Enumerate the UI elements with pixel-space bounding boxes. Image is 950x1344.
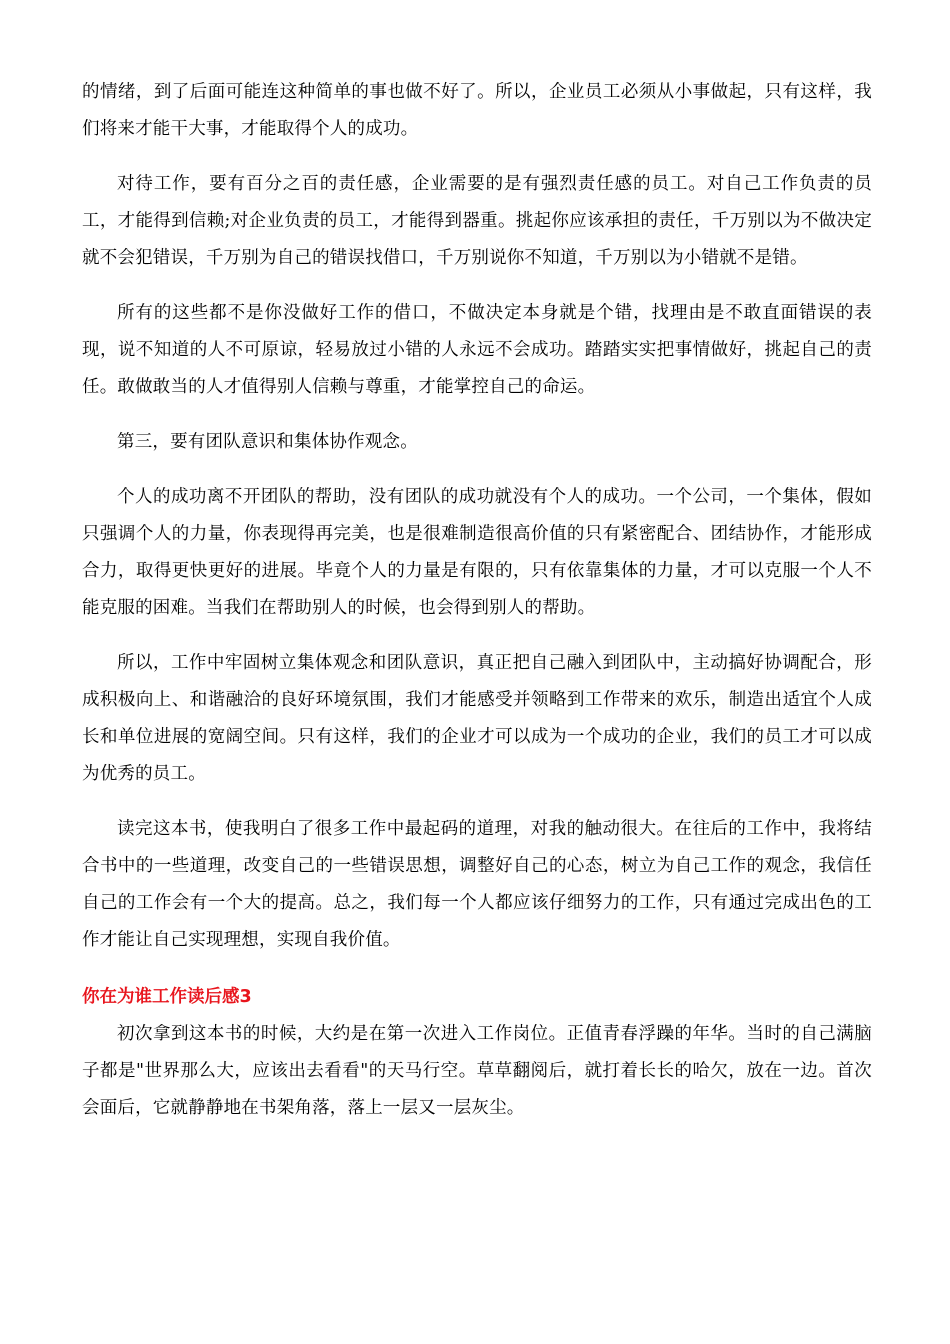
paragraph-2: 对待工作，要有百分之百的责任感，企业需要的是有强烈责任感的员工。对自己工作负责的员工，才能得到信赖;对企业负责的员工，才能得到器重。挑起你应该承担的责任，千万别以为不做决定就不会犯错误，千万别为自己的错误找借口，千万别说你不知道，千万别以为小错就不是错。 bbox=[82, 174, 872, 268]
paragraph-final: 初次拿到这本书的时候，大约是在第一次进入工作岗位。正值青春浮躁的年华。当时的自己满脑子都是"世界那么大，应该出去看看"的天马行空。草草翻阅后，就打着长长的哈欠，放在一边。首次会面后，它就静静地在书架角落，落上一层又一层灰尘。 bbox=[82, 1024, 872, 1118]
paragraph-6: 所以，工作中牢固树立集体观念和团队意识，真正把自己融入到团队中，主动搞好协调配合，形成积极向上、和谐融洽的良好环境氛围，我们才能感受并领略到工作带来的欢乐，制造出适宜个人成长和单位进展的宽阔空间。只有这样，我们的企业才可以成为一个成功的企业，我们的员工才可以成为优秀的员工。 bbox=[82, 653, 872, 784]
paragraph-5: 个人的成功离不开团队的帮助，没有团队的成功就没有个人的成功。一个公司，一个集体，假如只强调个人的力量，你表现得再完美，也是很难制造很高价值的只有紧密配合、团结协作，才能形成合力，取得更快更好的进展。毕竟个人的力量是有限的，只有依靠集体的力量，才可以克服一个人不能克服的困难。当我们在帮助别人的时候，也会得到别人的帮助。 bbox=[82, 487, 872, 618]
paragraph-1: 的情绪，到了后面可能连这种简单的事也做不好了。所以，企业员工必须从小事做起，只有这样，我们将来才能干大事，才能取得个人的成功。 bbox=[82, 82, 872, 139]
paragraph-7: 读完这本书，使我明白了很多工作中最起码的道理，对我的触动很大。在往后的工作中，我将结合书中的一些道理，改变自己的一些错误思想，调整好自己的心态，树立为自己工作的观念，我信任自己的工作会有一个大的提高。总之，我们每一个人都应该仔细努力的工作，只有通过完成出色的工作才能让自己实现理想，实现自我价值。 bbox=[82, 819, 872, 950]
paragraph-3: 所有的这些都不是你没做好工作的借口，不做决定本身就是个错，找理由是不敢直面错误的表现，说不知道的人不可原谅，轻易放过小错的人永远不会成功。踏踏实实把事情做好，挑起自己的责任。敢做敢当的人才值得别人信赖与尊重，才能掌控自己的命运。 bbox=[82, 303, 872, 397]
section-heading: 你在为谁工作读后感3 bbox=[82, 987, 252, 1007]
paragraph-4: 第三，要有团队意识和集体协作观念。 bbox=[117, 432, 418, 452]
document-page bbox=[82, 74, 872, 1127]
